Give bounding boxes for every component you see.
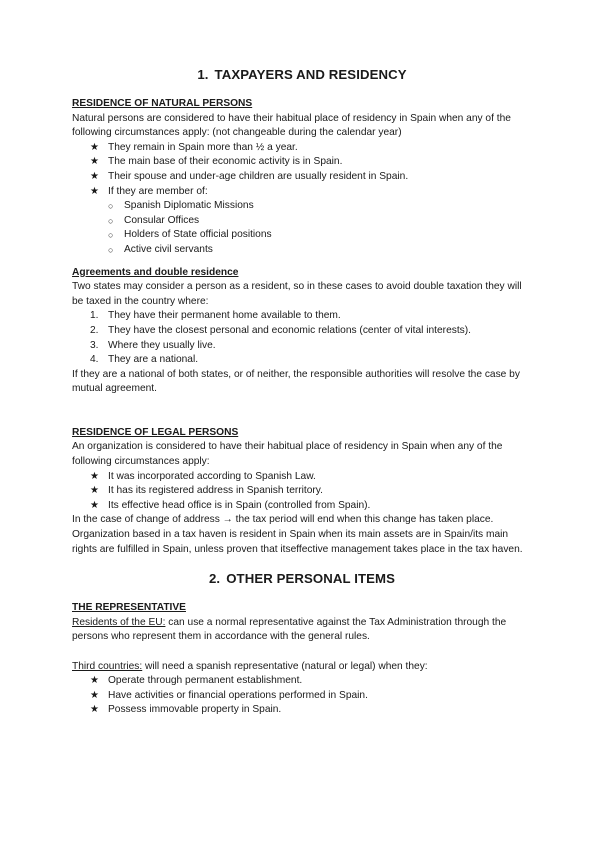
address-change-note: In the case of change of address → the tax period will end when this change has taken place. — [72, 514, 494, 526]
page-content — [72, 66, 532, 718]
agreements-outro: If they are a national of both states, or of neither, the responsible authorities will resolve the case by mutual agreement. — [72, 368, 520, 395]
natural-persons-intro: Natural persons are considered to have their habitual place of residency in Spain when any of the following circumstances apply: (not changeable during the calendar year) — [72, 112, 511, 139]
third-countries-paragraph: Third countries: will need a spanish representative (natural or legal) when they: — [72, 660, 428, 672]
list-item: ★ If they are member of: — [90, 185, 532, 200]
star-bullet-icon: ★ — [90, 499, 100, 511]
eu-residents-paragraph: Residents of the EU: can use a normal representative against the Tax Administration through the persons who represent them in accordance with the general rules. — [72, 616, 507, 643]
list-item: 1. They have their permanent home available to them. — [90, 310, 341, 322]
star-bullet-icon: ★ — [90, 675, 100, 687]
agreements-list — [72, 309, 532, 367]
section-2-title — [72, 570, 532, 588]
legal-persons-bullets — [72, 470, 532, 514]
circle-bullet-icon: ○ — [108, 244, 114, 255]
eu-residents-label: Residents of the EU: — [72, 616, 166, 628]
circle-bullet-icon: ○ — [108, 201, 114, 212]
list-item: ★ Their spouse and under-age children are usually resident in Spain. — [90, 170, 532, 185]
third-countries-label: Third countries: — [72, 660, 143, 672]
star-bullet-icon: ★ — [90, 141, 100, 153]
legal-persons-heading: RESIDENCE OF LEGAL PERSONS — [72, 426, 239, 438]
list-item: ○ Active civil servants — [108, 243, 532, 258]
list-item: ★ Possess immovable property in Spain. — [90, 703, 532, 718]
list-item: ★ It was incorporated according to Spanish Law. — [90, 470, 532, 485]
list-item: ○ Holders of State official positions — [108, 228, 532, 243]
star-bullet-icon: ★ — [90, 185, 100, 197]
list-item: 4. They are a national. — [90, 354, 199, 366]
section-1-number: 1. — [197, 67, 209, 82]
member-sub-bullets — [72, 199, 532, 257]
list-item: 3. Where they usually live. — [90, 339, 216, 351]
list-item: ○ Consular Offices — [108, 214, 532, 229]
natural-persons-bullets — [72, 141, 532, 199]
list-item: ★ It has its registered address in Spanish territory. — [90, 484, 532, 499]
third-countries-bullets — [72, 674, 532, 718]
agreements-intro: Two states may consider a person as a resident, so in these cases to avoid double taxation they will be taxed in the country where: — [72, 281, 522, 307]
circle-bullet-icon: ○ — [108, 215, 114, 226]
star-bullet-icon: ★ — [90, 470, 100, 482]
list-item: ★ They remain in Spain more than ½ a year. — [90, 141, 532, 156]
list-item: ★ Operate through permanent establishment. — [90, 674, 532, 689]
natural-persons-heading: RESIDENCE OF NATURAL PERSONS — [72, 98, 253, 109]
star-bullet-icon: ★ — [90, 689, 100, 701]
star-bullet-icon: ★ — [90, 485, 100, 497]
list-item: ★ Have activities or financial operations performed in Spain. — [90, 689, 532, 704]
section-1-title-text: TAXPAYERS AND RESIDENCY — [214, 67, 407, 82]
tax-haven-note: Organization based in a tax haven is resident in Spain when its main assets are in Spain/its main rights are fulfilled in Spain, unless proven that itseffective management takes place in the tax haven. — [72, 529, 523, 555]
legal-persons-intro: An organization is considered to have their habitual place of residency in Spain when any of the following circumstances apply: — [72, 441, 503, 468]
list-item: ○ Spanish Diplomatic Missions — [108, 199, 532, 214]
list-item: 2. They have the closest personal and economic relations (center of vital interests). — [90, 324, 471, 336]
star-bullet-icon: ★ — [90, 156, 100, 168]
agreements-heading: Agreements and double residence — [72, 266, 239, 278]
section-1-title — [72, 66, 532, 84]
section-2-number: 2. — [208, 571, 221, 587]
section-2-title-text: OTHER PERSONAL ITEMS — [226, 571, 396, 587]
circle-bullet-icon: ○ — [108, 230, 114, 241]
star-bullet-icon: ★ — [90, 704, 100, 716]
star-bullet-icon: ★ — [90, 170, 100, 182]
list-item: ★ The main base of their economic activity is in Spain. — [90, 155, 532, 170]
representative-heading: THE REPRESENTATIVE — [72, 602, 186, 614]
list-item: ★ Its effective head office is in Spain (controlled from Spain). — [90, 499, 532, 514]
